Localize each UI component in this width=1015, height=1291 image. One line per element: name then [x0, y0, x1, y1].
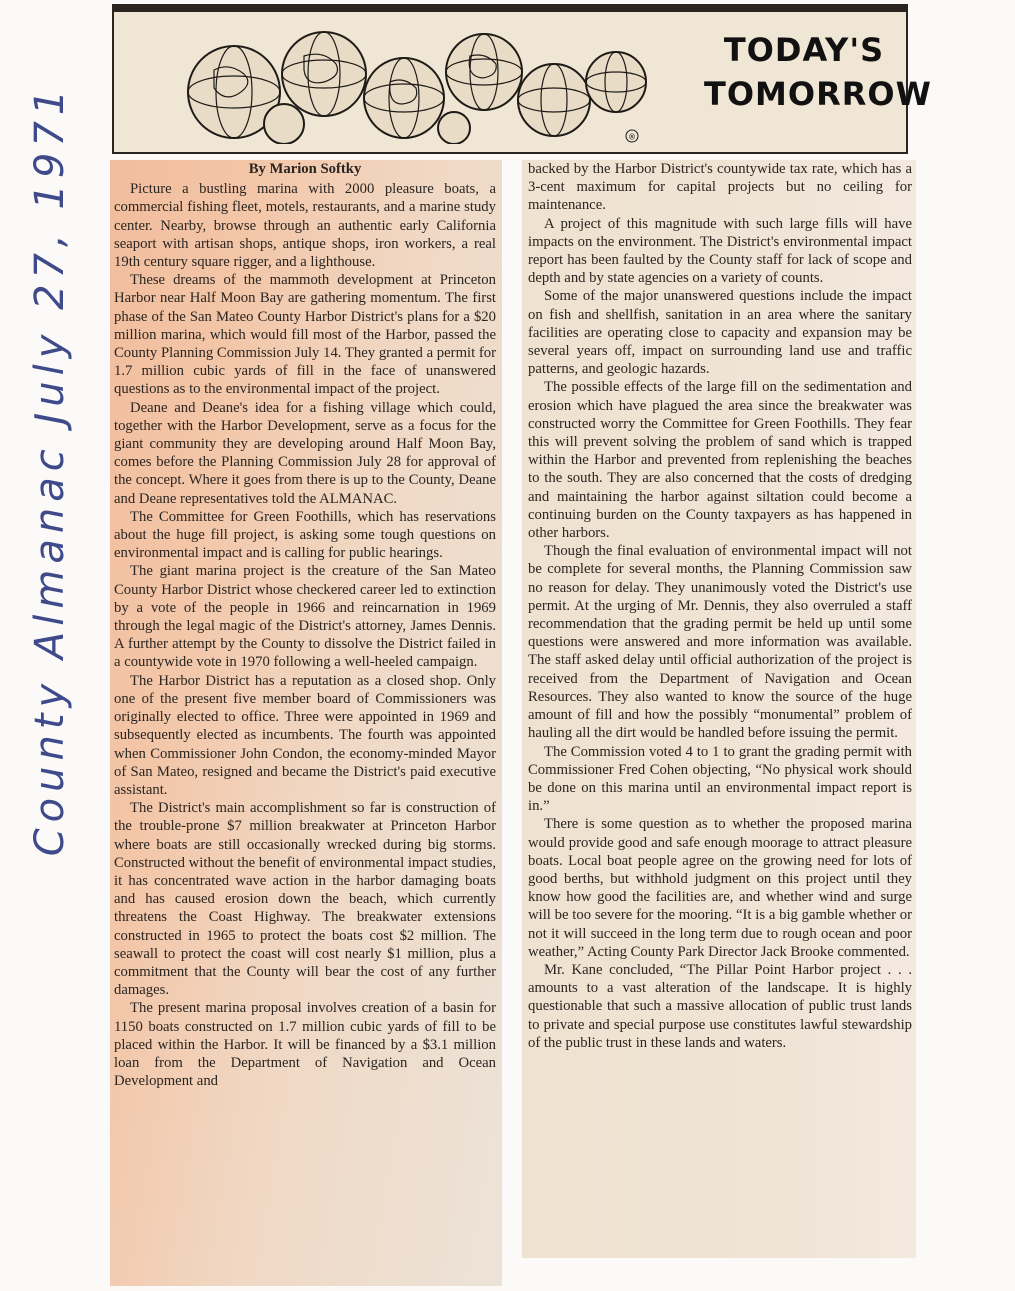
- paragraph: The Harbor District has a reputation as a closed shop. Only one of the present five member board of Commissioners was originally elected to office. Three were appointed in 1969 and subsequently elected as incumbents. The fourth was appointed when Commissioner John Condon, the economy-minded Mayor of San Mateo, resigned and became the District's paid executive assistant.: [114, 672, 496, 798]
- registered-mark: ®: [628, 132, 636, 142]
- handwritten-note-text: County Almanac July 27, 1971: [27, 83, 74, 857]
- paragraph: The Committee for Green Foothills, which has reservations about the huge fill project, is asking some tough questions on environmental impact and is calling for public hearings.: [114, 508, 496, 562]
- column-title: [704, 28, 932, 116]
- paragraph: The possible effects of the large fill on the sedimentation and erosion which have plagued the area since the breakwater was constructed worry the Committee for Green Foothills. They fear this will prevent solving the problem of sand which is trapped within the Harbor and prevented from replenishing the beaches to the south. They are also concerned that the costs of dredging and maintaining the harbor against siltation could become a continuing burden on the County taxpayers as has happened in other harbors.: [528, 379, 912, 542]
- paragraph: Mr. Kane concluded, “The Pillar Point Harbor project . . . amounts to a vast alteration of the landscape. It is highly questionable that such a massive allocation of public trust lands to private and special purpose use constitutes lawful stewardship of the public trust in these lands and waters.: [528, 961, 912, 1051]
- paragraph: Some of the major unanswered questions include the impact on fish and shellfish, sanitation in an area where the sanitary facilities are operating close to capacity and expansion may be several years off, impact on surrounding land use and traffic patterns, and geologic hazards.: [528, 288, 912, 378]
- paragraph: A project of this magnitude with such large fills will have impacts on the environment. The District's environmental impact report has been faulted by the County staff for lack of scope and depth and by state agencies on a variety of counts.: [528, 215, 912, 287]
- title-line-2: TOMORROW: [704, 75, 932, 113]
- column-header-banner: [112, 4, 932, 154]
- byline: By Marion Softky: [248, 161, 362, 177]
- title-line-1: TODAY'S: [723, 31, 885, 69]
- paragraph: Deane and Deane's idea for a fishing village which could, together with the Harbor Development, serve as a focus for the giant community they are developing around Half Moon Bay, comes before the Planning Commission July 28 for approval of the concept. Where it goes from there is up to the County, Deane and Deane representatives told the ALMANAC.: [114, 399, 496, 507]
- paragraph: Though the final evaluation of environmental impact will not be complete for several months, the Planning Commission saw no reason for delay. They unanimously voted the District's use permit. At the urging of Mr. Dennis, they also overruled a staff recommendation that the grading permit be held up until some questions were answered and more information was available. The staff asked delay until official authorization of the project is received from the Department of Navigation and Ocean Resources. They also wanted to know the source of the huge amount of fill and how the possibly “monumental” problem of hauling all the dirt would be handled before issuing the permit.: [528, 543, 912, 742]
- paragraph: Picture a bustling marina with 2000 pleasure boats, a commercial fishing fleet, motels, restaurants, and a marine study center. Nearby, browse through an authentic early California seaport with artisan shops, antique shops, iron workers, a real 19th century square rigger, and a lighthouse.: [114, 181, 496, 271]
- paragraph: backed by the Harbor District's countywide tax rate, which has a 3-cent maximum for capital projects but no ceiling for maintenance.: [528, 161, 912, 214]
- paragraph: The Commission voted 4 to 1 to grant the grading permit with Commissioner Fred Cohen objecting, “No physical work should be done on this marina until an environmental impact report is in.”: [528, 743, 912, 815]
- header-rule: [114, 6, 906, 12]
- paragraph: The giant marina project is the creature of the San Mateo County Harbor District whose checkered career led to extinction by a vote of the people in 1966 and reincarnation in 1969 through the legal magic of the District's attorney, James Dennis. A further attempt by the County to dissolve the District failed in a countywide vote in 1970 following a well-heeled campaign.: [114, 563, 496, 671]
- paragraph: These dreams of the mammoth development at Princeton Harbor near Half Moon Bay are gathering momentum. The first phase of the San Mateo County Harbor District's plans for a $20 million marina, which would fill most of the Harbor, passed the County Planning Commission July 14. They granted a permit for 1.7 million cubic yards of fill in the face of unanswered questions as to the environmental impact of the project.: [114, 272, 496, 398]
- article-column-left: [110, 160, 502, 1286]
- paragraph: There is some question as to whether the proposed marina would provide good and safe enough moorage to attract pleasure boats. Local boat people agree on the growing need for lots of good berths, but withhold judgment on this project until they know how good the facilities are, and whether wind and surge will be too severe for the mooring. “It is a big gamble whether or not it will succeed in the long term due to rough ocean and poor weather,” Acting County Park Director Jack Brooke commented.: [528, 816, 912, 960]
- handwritten-date-note: [20, 83, 80, 857]
- paragraph: The District's main accomplishment so far is construction of the trouble-prone $7 million breakwater at Princeton Harbor where boats are still occasionally wrecked during big storms. Constructed without the benefit of environmental impact studies, it has concentrated wave action in the harbor damaging boats and has caused erosion down the beach, which currently threatens the Coast Highway. The breakwater extensions constructed in 1965 to protect the boats cost $2 million. The seawall to protect the coast will cost nearly $1 million, plus a commitment that the County will bear the cost of any further damages.: [114, 800, 496, 999]
- article-column-right: [522, 160, 916, 1258]
- paragraph: The present marina proposal involves creation of a basin for 1150 boats constructed on 1.7 million cubic yards of fill to be placed within the Harbor. It will be financed by a $3.1 million loan from the Department of Navigation and Ocean Development and: [114, 1000, 496, 1090]
- globes-illustration-icon: [154, 20, 664, 144]
